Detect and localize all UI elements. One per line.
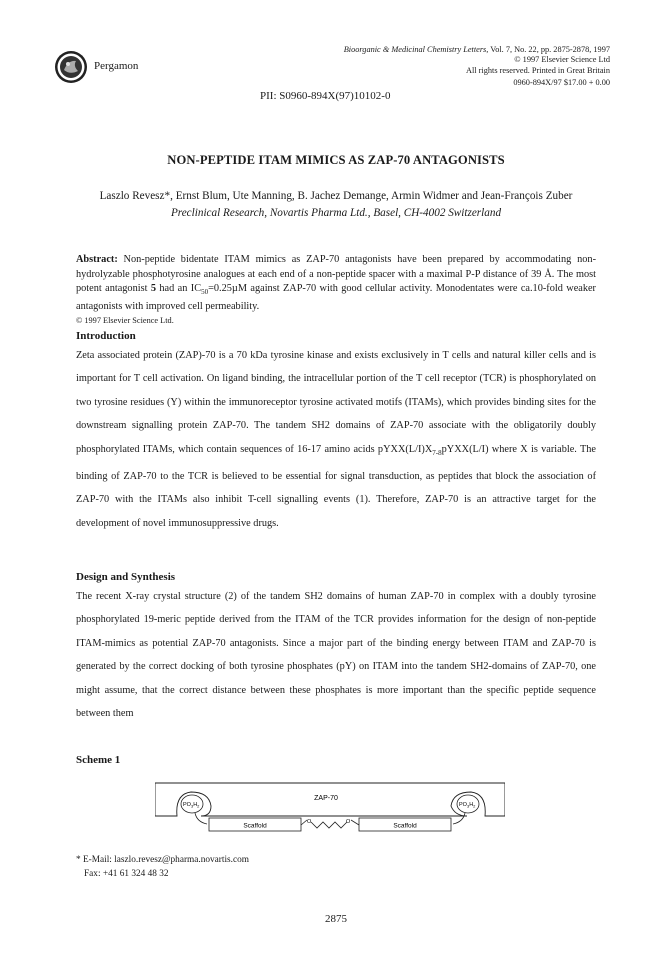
design-paragraph: The recent X-ray crystal structure (2) of the tandem SH2 domains of human ZAP-70 in complex with a doubly tyrosine phosphorylated 19-meric peptide derived from the ITAM of the TCR provides information for the design of non-peptide ITAM-mimics as potential ZAP-70 antagonists. Since a major part of the binding energy between ITAM and ZAP-70 is generated by the correct docking of both tyrosine phosphates (pY) on ITAM into the tandem SH2-domains of ZAP-70, one might assume, that the correct distance between these phosphates is more important than the specific peptide sequence between them xyxy=(76,591,596,720)
abstract-text-3: =0.25µM against ZAP-70 with good cellular activity. Monodentates were ca.10-fold weaker antagonists with improved cell permeability. xyxy=(76,283,596,312)
publisher-logo xyxy=(54,50,88,84)
left-scaffold-label: Scaffold xyxy=(243,822,267,830)
introduction-paragraph xyxy=(76,344,596,535)
left-connector xyxy=(195,813,207,824)
article-title: NON-PEPTIDE ITAM MIMICS AS ZAP-70 ANTAGONISTS xyxy=(167,153,505,167)
pii-identifier: PII: S0960-894X(97)10102-0 xyxy=(260,90,391,102)
journal-volume: , Vol. 7, No. 22, pp. 2875-2878, 1997 xyxy=(486,45,610,54)
intro-text-1: Zeta associated protein (ZAP)-70 is a 70 kDa tyrosine kinase and exists exclusively in T cells and natural killer cells and is important for T cell activation. On ligand binding, the intracellular portion of the T cell receptor (TCR) is phosphorylated on two tyrosine residues (Y) within the immunoreceptor tyrosine activated motifs (ITAMs), which provides binding sites for the downstream signalling protein ZAP-70. The tandem SH2 domains of ZAP-70 associate with the obligatorily doubly phosphorylated ITAMs, which contain sequences of 16-17 amino acids pYXX(L/I)X xyxy=(76,350,596,455)
abstract-text-2: had an IC xyxy=(156,283,202,294)
abstract-subscript: 50 xyxy=(201,288,209,297)
abstract-label: Abstract: xyxy=(76,254,118,265)
copyright-line: © 1997 Elsevier Science Ltd xyxy=(514,55,610,64)
intro-text-2: pYXX(L/I) where X is variable. The binding of ZAP-70 to the TCR is believed to be essential for signal transduction, as peptides that block the association of ZAP-70 with the ITAMs also inhibit T-cell signalling events (1). Therefore, ZAP-70 is an attractive target for the development of novel immunosuppressive drugs. xyxy=(76,443,596,529)
rights-line: All rights reserved. Printed in Great Britain xyxy=(465,66,610,75)
abstract-copyright: © 1997 Elsevier Science Ltd. xyxy=(76,316,174,325)
protein-label: ZAP-70 xyxy=(314,795,338,802)
right-phosphate-label: $PO_3H_2$ xyxy=(459,802,476,809)
price-line: 0960-894X/97 $17.00 + 0.00 xyxy=(513,78,610,87)
publisher-name: Pergamon xyxy=(94,60,139,72)
author-list: Laszlo Revesz*, Ernst Blum, Ute Manning, B. Jachez Demange, Armin Widmer and Jean-François Zuber xyxy=(99,190,573,202)
footnote xyxy=(76,853,249,881)
linker-oxygen-1: O xyxy=(307,819,312,825)
scheme-heading: Scheme 1 xyxy=(76,754,121,766)
right-scaffold-label: Scaffold xyxy=(393,822,417,830)
affiliation: Preclinical Research, Novartis Pharma Ltd., Basel, CH-4002 Switzerland xyxy=(170,207,502,219)
journal-name: Bioorganic & Medicinal Chemistry Letters xyxy=(343,45,487,54)
left-phosphate-label: $PO_3H_2$ xyxy=(183,802,200,809)
abstract xyxy=(76,253,596,314)
scheme-diagram xyxy=(155,782,505,838)
page-number: 2875 xyxy=(325,913,347,925)
introduction-heading: Introduction xyxy=(76,330,136,342)
design-heading: Design and Synthesis xyxy=(76,571,176,583)
abstract-text-1: Non-peptide bidentate ITAM mimics as ZAP-70 antagonists have been prepared by accommodating non-hydrolyzable phosphotyrosine analogues at each end of a non-peptide spacer with a maximal P-P distance of 39 Å. The most potent antagonist xyxy=(76,254,596,294)
footnote-email: * E-Mail: laszlo.revesz@pharma.novartis.com xyxy=(76,855,250,865)
compound-number: 5 xyxy=(150,283,157,294)
footnote-fax: Fax: +41 61 324 48 32 xyxy=(84,869,169,879)
intro-subscript: 7-8 xyxy=(432,448,442,457)
journal-citation xyxy=(344,44,610,55)
linker-oxygen-2: O xyxy=(346,819,351,825)
